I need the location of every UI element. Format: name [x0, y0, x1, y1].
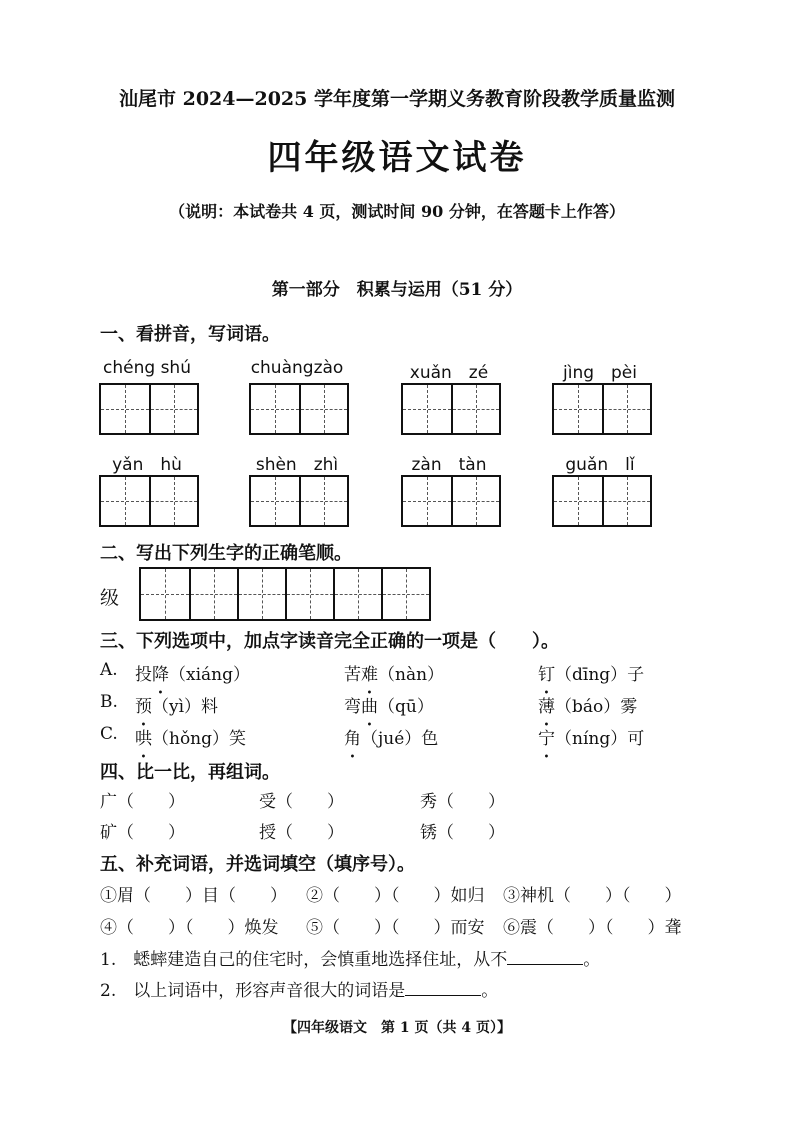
pinyin-8: guǎn lǐ [565, 455, 635, 475]
stroke-order-grid[interactable] [139, 567, 431, 621]
answer-grid-6[interactable] [249, 475, 349, 527]
idiom-3[interactable]: ③神机（ ）（ ） [503, 886, 682, 906]
idiom-4[interactable]: ④（ ）（ ）焕发 [100, 918, 279, 938]
answer-grid-5[interactable] [99, 475, 199, 527]
answer-grid-7[interactable] [401, 475, 501, 527]
option-a-label: A. [100, 660, 118, 680]
pinyin-6: shèn zhì [255, 455, 339, 475]
option-b-item-3[interactable]: 薄（báo）雾 [538, 697, 638, 717]
option-a-item-2[interactable]: 苦难（nàn） [344, 665, 445, 685]
pinyin-7: zàn tàn [411, 455, 487, 475]
pinyin-5: yǎn hù [112, 455, 182, 475]
answer-grid-4[interactable] [552, 383, 652, 435]
fill-blank-2[interactable] [405, 977, 481, 996]
q1-heading: 一、看拼音，写词语。 [100, 324, 280, 345]
option-b-item-2[interactable]: 弯曲（qū） [344, 697, 434, 717]
compare-word-3[interactable]: 秀（ ） [420, 792, 505, 812]
answer-grid-2[interactable] [249, 383, 349, 435]
fill-blank-1[interactable] [507, 946, 583, 965]
answer-grid-1[interactable] [99, 383, 199, 435]
compare-word-6[interactable]: 锈（ ） [420, 823, 505, 843]
option-a-item-3[interactable]: 钉（dīng）子 [538, 665, 645, 685]
pinyin-2: chuàngzào [250, 358, 344, 378]
pinyin-3: xuǎn zé [409, 363, 489, 383]
option-c-item-1[interactable]: 哄（hǒng）笑 [135, 729, 247, 749]
compare-word-5[interactable]: 授（ ） [259, 823, 344, 843]
option-b-label: B. [100, 692, 118, 712]
q5-heading: 五、补充词语，并选词填空（填序号）。 [100, 854, 415, 875]
compare-word-2[interactable]: 受（ ） [259, 792, 344, 812]
exam-note: （说明：本试卷共 4 页，测试时间 90 分钟，在答题卡上作答） [169, 202, 625, 221]
q4-heading: 四、比一比，再组词。 [100, 762, 280, 783]
q2-heading: 二、写出下列生字的正确笔顺。 [100, 543, 352, 564]
option-a-item-1[interactable]: 投降（xiáng） [135, 665, 250, 685]
option-c-label: C. [100, 724, 118, 744]
option-b-item-1[interactable]: 预（yì）料 [135, 697, 219, 717]
pinyin-4: jìng pèi [563, 363, 637, 383]
idiom-6[interactable]: ⑥震（ ）（ ）聋 [503, 918, 682, 938]
part-title: 第一部分 积累与运用（51 分） [271, 280, 523, 300]
fill-sentence-2: 2. 以上词语中，形容声音很大的词语是 。 [100, 976, 498, 1001]
idiom-1[interactable]: ①眉（ ）目（ ） [100, 886, 287, 906]
option-c-item-3[interactable]: 宁（níng）可 [538, 729, 645, 749]
fill-sentence-1: 1. 蟋蟀建造自己的住宅时，会慎重地选择住址，从不 。 [100, 945, 600, 970]
page-footer: 【四年级语文 第 1 页（共 4 页）】 [283, 1020, 511, 1036]
compare-word-1[interactable]: 广（ ） [100, 792, 185, 812]
answer-grid-3[interactable] [401, 383, 501, 435]
q3-heading: 三、下列选项中，加点字读音完全正确的一项是（ ）。 [100, 631, 559, 652]
exam-subtitle: 汕尾市 2024—2025 学年度第一学期义务教育阶段教学质量监测 [119, 88, 675, 110]
option-c-item-2[interactable]: 角（jué）色 [344, 729, 439, 749]
idiom-2[interactable]: ②（ ）（ ）如归 [306, 886, 485, 906]
exam-title: 四年级语文试卷 [267, 138, 527, 178]
stroke-char: 级 [100, 587, 120, 609]
idiom-5[interactable]: ⑤（ ）（ ）而安 [306, 918, 485, 938]
answer-grid-8[interactable] [552, 475, 652, 527]
pinyin-1: chéng shú [103, 358, 191, 378]
compare-word-4[interactable]: 矿（ ） [100, 823, 185, 843]
